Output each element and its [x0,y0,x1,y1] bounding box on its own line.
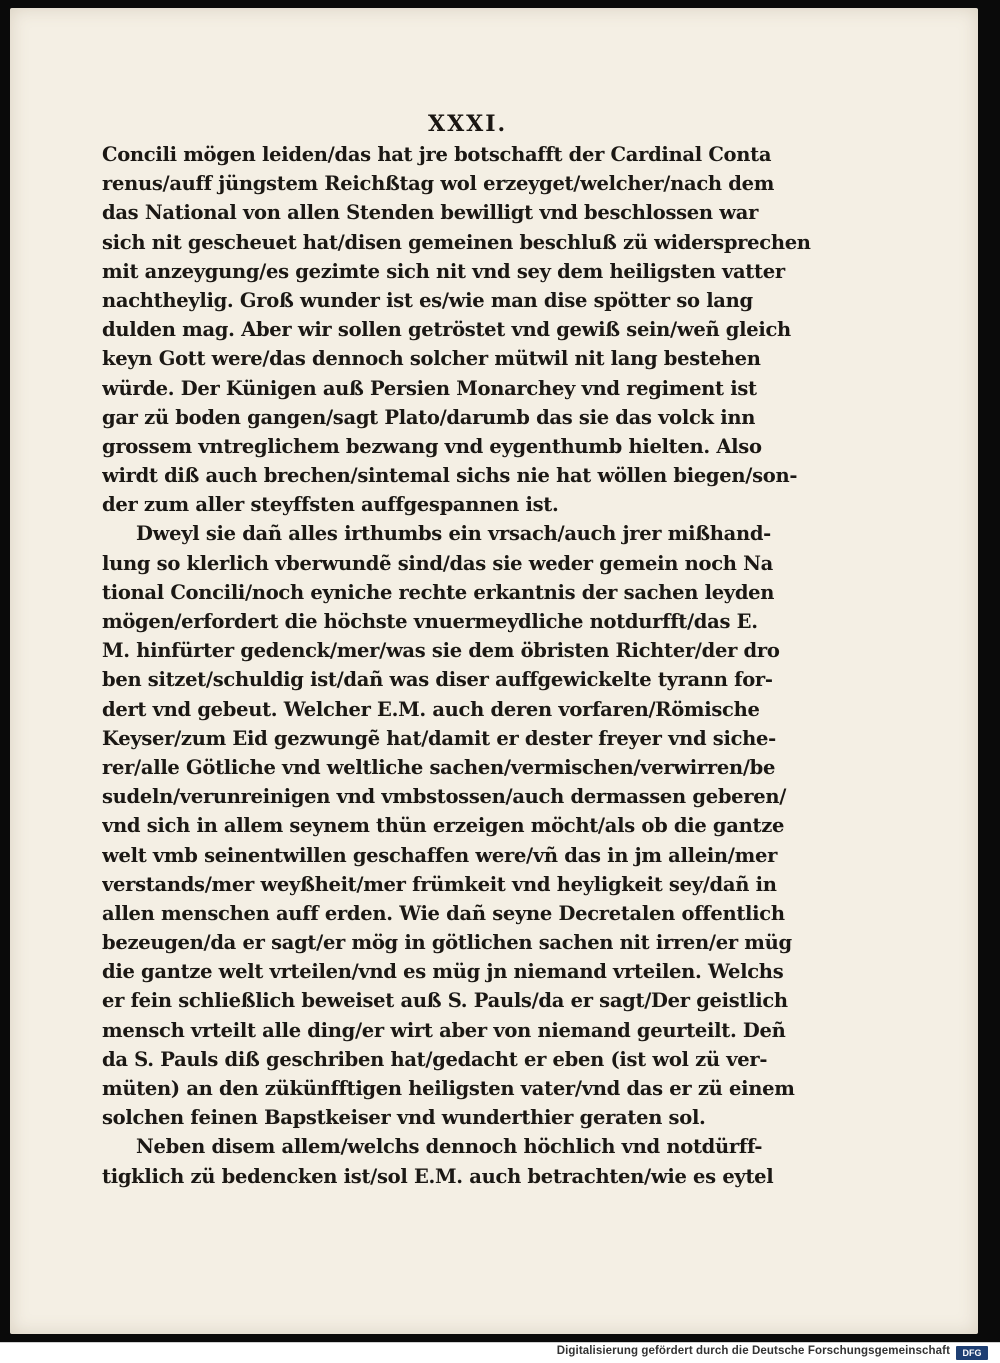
text-line: die gantze welt vrteilen/vnd es müg jn niemand vrteilen. Welchs [102,960,784,984]
text-line: solchen feinen Bapstkeiser vnd wunderthier geraten sol. [102,1106,706,1130]
text-line: der zum aller steyffsten auffgespannen ist. [102,493,559,517]
text-line: dulden mag. Aber wir sollen getröstet vnd gewiß sein/weñ gleich [102,318,791,342]
text-line: allen menschen auff erden. Wie dañ seyne Decretalen offentlich [102,901,785,925]
text-line: keyn Gott were/das dennoch solcher mütwil nit lang bestehen [102,347,761,371]
text-line: dert vnd gebeut. Welcher E.M. auch deren vorfaren/Römische [102,697,760,721]
text-line: welt vmb seinentwillen geschaffen were/vñ das in jm allein/mer [102,843,778,867]
text-line: müten) an den zükünfftigen heiligsten vater/vnd das er zü einem [102,1077,795,1100]
text-line: mit anzeygung/es gezimte sich nit vnd sey dem heiligsten vatter [102,259,785,283]
text-line: Keyser/zum Eid gezwungẽ hat/damit er dester freyer vnd siche- [102,726,776,750]
text-line: tional Concili/noch eyniche rechte erkantnis der sachen leyden [102,580,775,604]
text-line: verstands/mer weyßheit/mer frümkeit vnd heyligkeit sey/dañ in [102,872,777,896]
text-line: bezeugen/da er sagt/er mög in götlichen sachen nit irren/er müg [102,931,792,955]
text-line: ben sitzet/schuldig ist/dañ was diser auffgewickelte tyrann for- [102,668,773,692]
dfg-logo: DFG [956,1346,988,1360]
text-line: Neben disem allem/welchs dennoch höchlich vnd notdürff- [136,1135,763,1159]
text-line: er fein schließlich beweiset auß S. Pauls/da er sagt/Der geistlich [102,989,788,1013]
funding-credit: Digitalisierung gefördert durch die Deutsche Forschungsgemeinschaft [556,1345,950,1357]
text-line: sich nit gescheuet hat/disen gemeinen beschluß zü widersprechen [102,230,811,254]
book-page [10,8,978,1334]
text-line: würde. Der Künigen auß Persien Monarchey vnd regiment ist [102,376,757,400]
text-line: mögen/erfordert die höchste vnuermeydliche notdurfft/das E. [102,610,758,633]
text-line: gar zü boden gangen/sagt Plato/darumb das sie das volck inn [102,405,756,429]
page-text [102,140,832,1191]
page-number: XXXI. [428,111,508,137]
text-line: grossem vntreglichem bezwang vnd eygenthumb hielten. Also [102,434,762,458]
text-line: Concili mögen leiden/das hat jre botschafft der Cardinal Conta [102,143,772,166]
text-line: rer/alle Götliche vnd weltliche sachen/vermischen/verwirren/be [102,755,776,779]
text-line: vnd sich in allem seynem thün erzeigen möcht/als ob die gantze [102,814,785,838]
footer-bar [0,1342,1000,1363]
text-line: das National von allen Stenden bewilligt vnd beschlossen war [102,201,759,225]
text-line: sudeln/verunreinigen vnd vmbstossen/auch dermassen geberen/ [102,785,787,809]
text-line: wirdt diß auch brechen/sintemal sichs nie hat wöllen biegen/son- [102,464,798,488]
text-line: da S. Pauls diß geschriben hat/gedacht er eben (ist wol zü ver- [102,1047,768,1071]
text-line: lung so klerlich vberwundẽ sind/das sie weder gemein noch Na [102,551,774,575]
text-line: mensch vrteilt alle ding/er wirt aber von niemand geurteilt. Deñ [102,1018,786,1042]
text-line: tigklich zü bedencken ist/sol E.M. auch betrachten/wie es eytel [102,1164,774,1188]
text-line: renus/auff jüngstem Reichßtag wol erzeyget/welcher/nach dem [102,172,775,196]
text-line: nachtheylig. Groß wunder ist es/wie man dise spötter so lang [102,288,753,312]
text-line: M. hinfürter gedenck/mer/was sie dem öbristen Richter/der dro [102,639,780,663]
text-line: Dweyl sie dañ alles irthumbs ein vrsach/auch jrer mißhand- [136,522,771,546]
